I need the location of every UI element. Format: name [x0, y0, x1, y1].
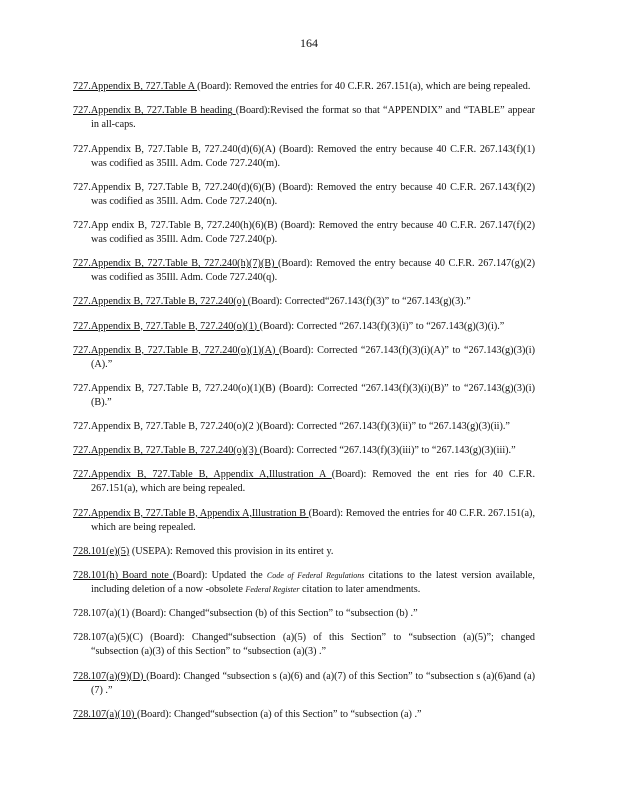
entry-2 [73, 104, 535, 132]
entry-reference: 727.Appendix B, 727.Table B, Appendix A,Illustration B [73, 507, 309, 519]
page-number: 164 [300, 36, 318, 50]
entry-reference: 727.Appendix B, 727.Table B heading [73, 105, 236, 117]
entry-text: (Board): Changed“subsection (b) of this Section” to “subsection (b) .” [129, 608, 418, 620]
entry-text: (Board): Corrected “267.143(f)(3)(iii)” to “267.143(g)(3)(iii).” [259, 445, 516, 457]
entry-text: citations to the latest version available, including deletion of a now -obsolete [91, 570, 535, 595]
entry-12 [73, 444, 535, 458]
entry-11 [73, 420, 535, 434]
entry-text: (Board): Changed“subsection (a)(5) of this Section” to “subsection (a)(5)”; changed “subsection (a)(3) of this Section” to “subsection (a)(3) .” [91, 632, 535, 658]
entry-reference: 727.Appendix B, 727.Table B, 727.240(o) [73, 296, 248, 308]
entry-text: (Board): Corrected“267.143(f)(3)” to “267.143(g)(3).” [247, 296, 471, 308]
entry-7 [73, 295, 535, 309]
entry-text: (Board): Corrected “267.143(f)(3)(i)(B)” to “267.143(g)(3)(i)(B).” [91, 382, 535, 408]
entry-reference: 727.Appendix B, 727.Table B, 727.240(o)(1)(A) [73, 344, 280, 356]
entry-text: (Board): Removed the entry because 40 C.F.R. 267.143(f)(1) was codified as 35Ill. Adm. Code 727.240(m). [91, 143, 535, 169]
entry-reference: 728.107(a)(1) [73, 608, 130, 620]
entry-text: (Board): Removed the entries for 40 C.F.R. 267.151(a), which are being repealed. [197, 81, 531, 93]
entry-reference: 727.Appendix B, 727.Table B, 727.240(o)(1)(B) [73, 382, 276, 394]
entry-text: (Board): Changed “subsection s (a)(6) and (a)(7) of this Section” to “subsection s (a)(6)and (a)(7) .” [91, 670, 535, 696]
entry-20 [73, 708, 535, 722]
entry-reference: 728.107(a)(10) [73, 708, 137, 720]
entry-5 [73, 219, 535, 247]
entry-9 [73, 344, 535, 372]
entry-1 [73, 80, 535, 94]
entry-reference: 728.101(h) Board note [73, 570, 173, 581]
entry-text: (Board): Removed the entries for 40 C.F.R. 267.151(a), which are being repealed. [91, 507, 535, 533]
entry-13 [73, 468, 535, 496]
entry-6 [73, 257, 535, 285]
entry-reference: 727.Appendix B, 727.Table A [73, 81, 198, 93]
entry-text: (Board): Changed“subsection (a) of this Section” to “subsection (a) .” [136, 708, 422, 720]
entry-3 [73, 143, 535, 171]
entry-text: (Board): Removed the ent ries for 40 C.F.R. 267.151(a), which are being repealed. [91, 469, 535, 495]
entry-text: (Board): Removed the entry because 40 C.F.R. 267.147(g)(2) was codified as 35Ill. Adm. Code 727.240(q). [91, 258, 535, 284]
entry-16 [73, 569, 535, 597]
entry-15 [73, 545, 535, 559]
entry-text: (Board): Corrected “267.143(f)(3)(ii)” to “267.143(g)(3)(ii).” [259, 421, 510, 433]
entry-18 [73, 631, 535, 659]
entry-reference: 727.Appendix B, 727.Table B, Appendix A,Illustration A [73, 469, 332, 481]
entry-text: (Board): Corrected “267.143(f)(3)(i)(A)” to “267.143(g)(3)(i)(A).” [91, 344, 535, 370]
entry-8 [73, 320, 535, 334]
amendment-entries [73, 70, 535, 728]
entry-reference: 728.101(e)(5) [73, 545, 130, 557]
entry-10 [73, 382, 535, 410]
entry-14 [73, 507, 535, 535]
entry-text: citation to later amendments. [299, 584, 421, 595]
entry-text: (Board):Revised the format so that “APPENDIX” and “TABLE” appear in all-caps. [91, 105, 536, 131]
entry-19 [73, 670, 535, 698]
entry-17 [73, 607, 535, 621]
entry-text: (Board): Updated the [172, 570, 267, 581]
entry-reference: 727.Appendix B, 727.Table B, 727.240(o)(2 ) [73, 421, 260, 433]
federal-register-title: Federal Register [245, 585, 300, 594]
entry-reference: 727.Appendix B, 727.Table B, 727.240(h)(7)(B) [73, 258, 279, 270]
entry-4 [73, 181, 535, 209]
entry-text: (USEPA): Removed this provision in its entiret y. [129, 545, 334, 557]
entry-reference: 728.107(a)(9)(D) [73, 670, 147, 682]
entry-reference: 727.Appendix B, 727.Table B, 727.240(o)(3) [73, 445, 260, 457]
entry-text: (Board): Removed the entry because 40 C.F.R. 267.147(f)(2) was codified as 35Ill. Adm. Code 727.240(p). [91, 219, 535, 245]
cfr-title: Code of Federal Regulations [266, 571, 365, 580]
entry-text: (Board): Corrected “267.143(f)(3)(i)” to “267.143(g)(3)(i).” [259, 320, 505, 332]
entry-reference: 727.App endix B, 727.Table B, 727.240(h)(6)(B) [73, 219, 278, 231]
entry-reference: 728.107(a)(5)(C) [73, 632, 143, 644]
entry-reference: 727.Appendix B, 727.Table B, 727.240(d)(6)(A) [73, 143, 276, 155]
entry-reference: 727.Appendix B, 727.Table B, 727.240(d)(6)(B) [73, 181, 276, 193]
entry-reference: 727.Appendix B, 727.Table B, 727.240(o)(1) [73, 320, 260, 332]
entry-text: (Board): Removed the entry because 40 C.F.R. 267.143(f)(2) was codified as 35Ill. Adm. Code 727.240(n). [91, 181, 535, 207]
